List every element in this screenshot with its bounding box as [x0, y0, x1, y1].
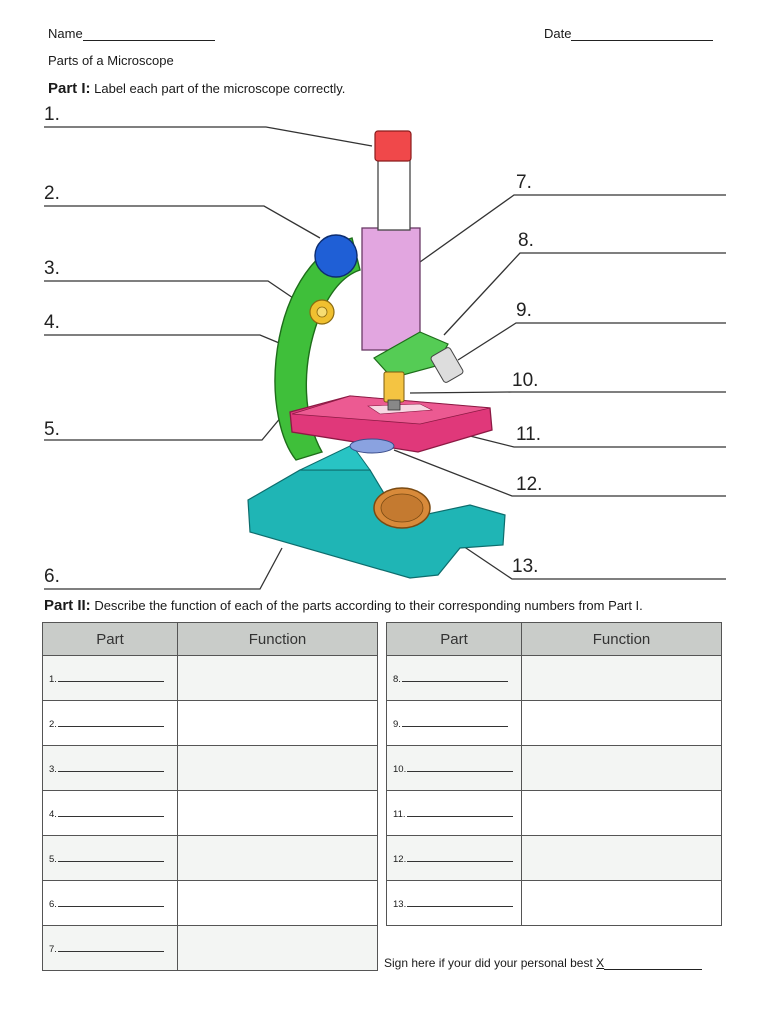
row-number: 6. — [49, 898, 57, 910]
part-cell[interactable] — [387, 746, 522, 791]
signature-field[interactable] — [604, 957, 702, 970]
function-table-left — [42, 622, 378, 971]
part-cell[interactable] — [43, 791, 178, 836]
label-line-13[interactable] — [460, 544, 726, 579]
label-number-11: 11. — [516, 424, 542, 445]
function-cell[interactable] — [178, 791, 378, 836]
table-row — [43, 746, 378, 791]
row-number: 2. — [49, 718, 57, 730]
table-row — [43, 836, 378, 881]
label-number-3: 3. — [44, 258, 60, 279]
function-cell[interactable] — [178, 836, 378, 881]
row-number: 5. — [49, 853, 57, 865]
part-cell[interactable] — [43, 656, 178, 701]
table-row — [387, 836, 722, 881]
table-row — [43, 701, 378, 746]
table-row — [43, 656, 378, 701]
signature-prompt: Sign here if your did your personal best — [384, 956, 593, 970]
part-cell[interactable] — [43, 701, 178, 746]
eyepiece-cap — [375, 131, 411, 161]
label-line-3[interactable] — [44, 281, 296, 300]
answer-line[interactable] — [58, 717, 164, 727]
label-number-9: 9. — [516, 300, 532, 321]
col-header-function: Function — [522, 623, 722, 656]
label-line-1[interactable] — [44, 127, 372, 146]
objective-tip — [388, 400, 400, 410]
answer-line[interactable] — [402, 717, 508, 727]
label-number-5: 5. — [44, 419, 60, 440]
row-number: 4. — [49, 808, 57, 820]
label-number-8: 8. — [518, 230, 534, 251]
col-header-function: Function — [178, 623, 378, 656]
label-line-2[interactable] — [44, 206, 320, 238]
table-row — [387, 791, 722, 836]
answer-line[interactable] — [58, 762, 164, 772]
part1-instruction: Label each part of the microscope correctly. — [94, 81, 346, 96]
function-cell[interactable] — [178, 656, 378, 701]
function-cell[interactable] — [522, 791, 722, 836]
label-line-10[interactable] — [410, 392, 726, 393]
function-cell[interactable] — [522, 836, 722, 881]
table-row — [43, 881, 378, 926]
answer-line[interactable] — [58, 942, 164, 952]
answer-line[interactable] — [407, 762, 513, 772]
function-cell[interactable] — [178, 881, 378, 926]
table-row — [387, 656, 722, 701]
answer-line[interactable] — [58, 852, 164, 862]
label-number-1: 1. — [44, 104, 60, 125]
table-row — [387, 881, 722, 926]
label-line-12[interactable] — [394, 450, 726, 496]
date-label: Date — [544, 26, 572, 41]
label-line-6[interactable] — [44, 548, 282, 589]
base-shape — [248, 470, 505, 578]
answer-line[interactable] — [58, 672, 164, 682]
label-line-4[interactable] — [44, 335, 284, 345]
label-number-7: 7. — [516, 172, 532, 193]
function-cell[interactable] — [178, 746, 378, 791]
row-number: 11. — [393, 808, 406, 820]
part-cell[interactable] — [43, 881, 178, 926]
part-cell[interactable] — [43, 746, 178, 791]
part-cell[interactable] — [43, 836, 178, 881]
function-cell[interactable] — [522, 701, 722, 746]
diaphragm-shape — [350, 439, 394, 453]
row-number: 7. — [49, 943, 57, 955]
part-cell[interactable] — [387, 881, 522, 926]
label-number-13: 13. — [512, 556, 539, 577]
table-row — [387, 701, 722, 746]
part2-heading-label: Part II: — [44, 597, 91, 614]
function-cell[interactable] — [522, 746, 722, 791]
signature-mark: X — [596, 956, 605, 970]
function-cell[interactable] — [178, 701, 378, 746]
label-number-12: 12. — [516, 474, 543, 495]
label-number-6: 6. — [44, 566, 60, 587]
row-number: 13. — [393, 898, 407, 910]
label-line-7[interactable] — [420, 195, 726, 262]
row-number: 9. — [393, 718, 401, 730]
label-number-10: 10. — [512, 370, 539, 391]
label-number-2: 2. — [44, 183, 60, 204]
answer-line[interactable] — [407, 852, 513, 862]
label-line-11[interactable] — [470, 436, 726, 447]
answer-line[interactable] — [407, 897, 513, 907]
part2-heading — [44, 597, 643, 614]
answer-line[interactable] — [58, 897, 164, 907]
fine-knob-center — [317, 307, 327, 317]
answer-line[interactable] — [402, 672, 508, 682]
row-number: 8. — [393, 673, 401, 685]
row-number: 10. — [393, 763, 407, 775]
part-cell[interactable] — [387, 836, 522, 881]
table-row — [43, 926, 378, 971]
function-cell[interactable] — [178, 926, 378, 971]
mirror-inner — [381, 494, 423, 522]
objective-lens-low — [384, 372, 404, 402]
part-cell[interactable] — [387, 791, 522, 836]
eyepiece-tube — [378, 158, 410, 230]
table-row — [43, 791, 378, 836]
label-number-4: 4. — [44, 312, 60, 333]
col-header-part: Part — [43, 623, 178, 656]
signature-row — [384, 956, 702, 970]
part2-instruction: Describe the function of each of the parts according to their corresponding numbers from Part I. — [94, 598, 643, 613]
part-cell[interactable] — [387, 701, 522, 746]
row-number: 12. — [393, 853, 407, 865]
answer-line[interactable] — [58, 807, 164, 817]
part1-heading-label: Part I: — [48, 80, 91, 97]
answer-line[interactable] — [407, 807, 513, 817]
row-number: 3. — [49, 763, 57, 775]
name-label: Name — [48, 26, 83, 41]
part-cell[interactable] — [387, 656, 522, 701]
function-cell[interactable] — [522, 656, 722, 701]
worksheet-title: Parts of a Microscope — [48, 53, 174, 68]
coarse-knob — [315, 235, 357, 277]
label-line-9[interactable] — [458, 323, 726, 360]
part-cell[interactable] — [43, 926, 178, 971]
function-cell[interactable] — [522, 881, 722, 926]
row-number: 1. — [49, 673, 57, 685]
col-header-part: Part — [387, 623, 522, 656]
function-table-right — [386, 622, 722, 926]
label-line-5[interactable] — [44, 416, 282, 440]
body-tube — [362, 228, 420, 350]
table-row — [387, 746, 722, 791]
